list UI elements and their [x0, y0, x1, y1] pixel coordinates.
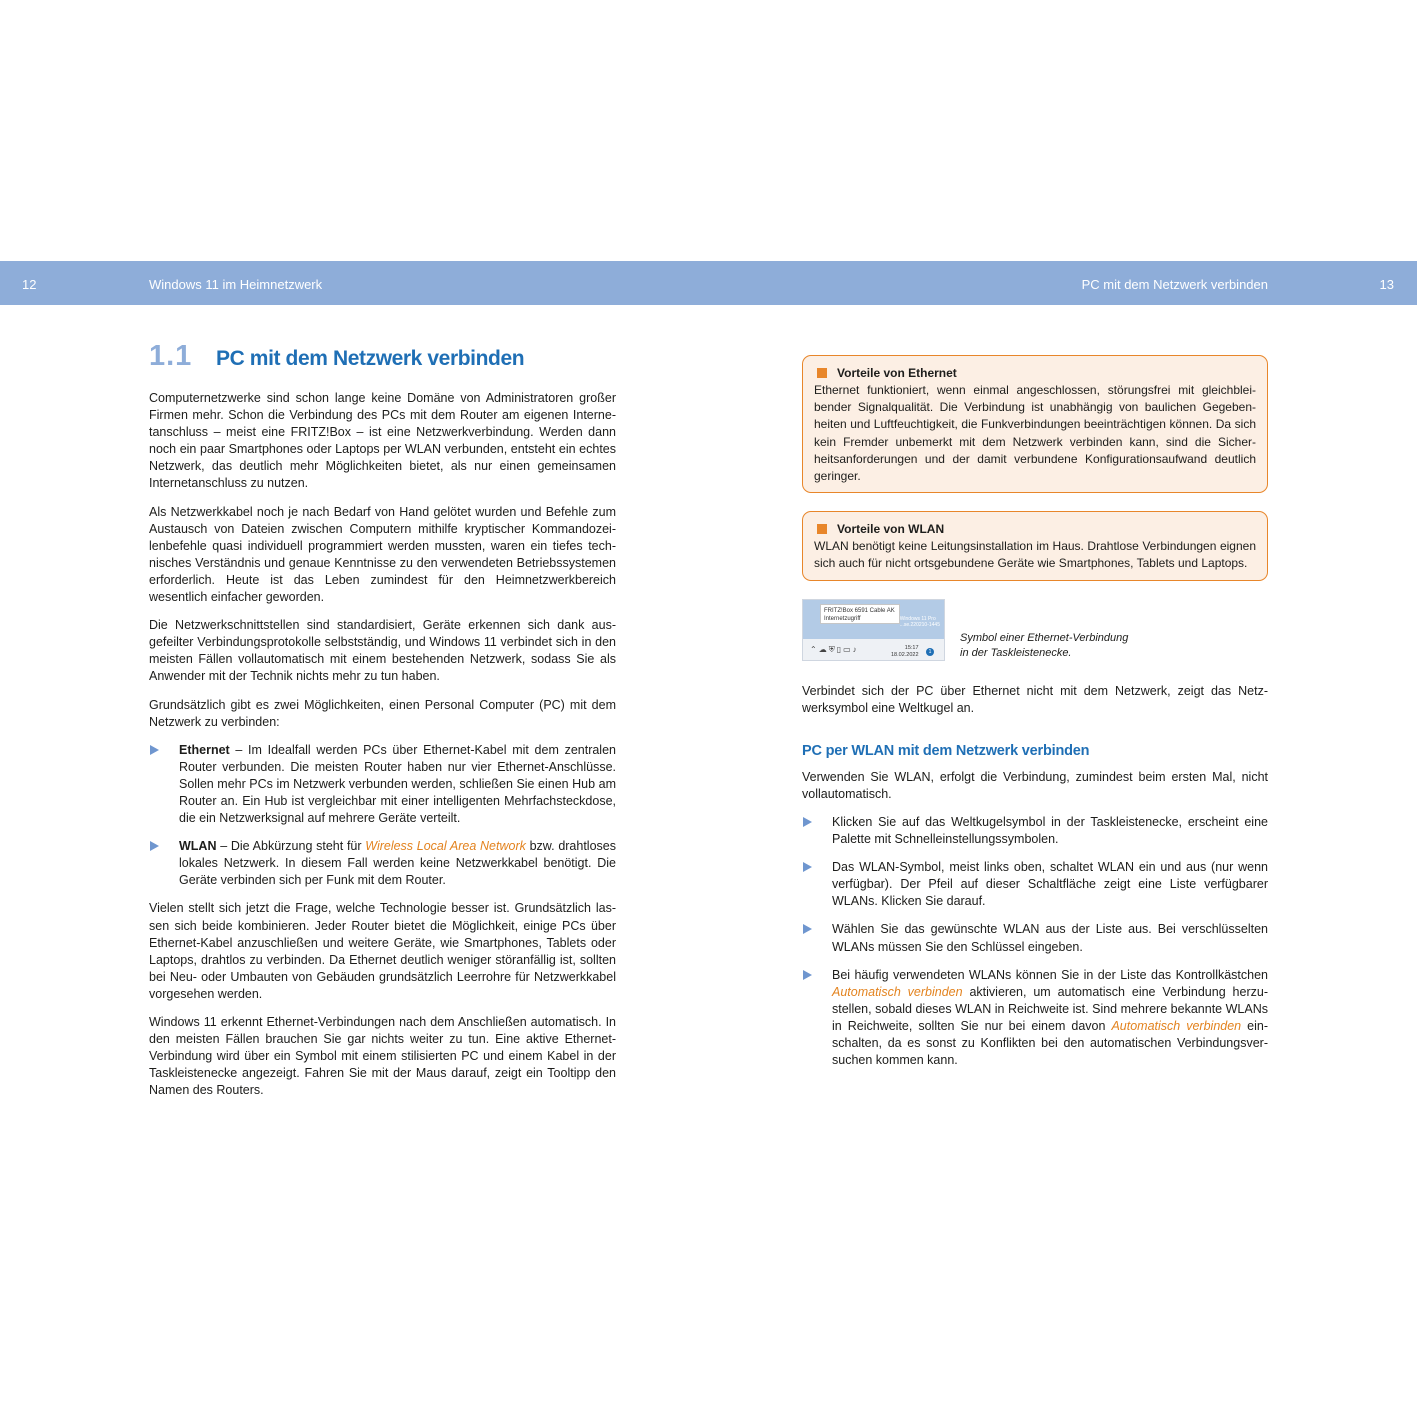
left-running-title: Windows 11 im Heimnetzwerk	[149, 277, 323, 292]
triangle-bullet-icon	[150, 841, 159, 851]
box-text: WLAN benötigt keine Leitungsinstallation im Haus. Drahtlose Verbindungen eignen sich auch für nicht ortsgebundene Geräte wie Smartphones, Tablets und Laptops.	[814, 539, 1256, 571]
right-page-column	[802, 355, 1268, 1080]
usb-icon: ▯	[836, 644, 844, 654]
triangle-bullet-icon	[803, 862, 812, 872]
notification-icon: 1	[926, 648, 934, 656]
paragraph: Computernetzwerke sind schon lange keine Domäne von Administratoren großer Firmen mehr. Schon die Verbindung des PCs mit dem Router am eigenen Internetanschluss – meist eine FRITZ!Box – ist eine Netzwerkverbindung. Werden dann noch ein paar Smartphones oder Laptops per WLAN verbunden, entsteht ein echtes Netzwerk, das deutlich mehr Möglichkeiten bietet, als nur einen gemeinsamen Internetanschluss zu nutzen.	[149, 391, 616, 491]
bullet-list	[149, 742, 616, 890]
triangle-bullet-icon	[150, 745, 159, 755]
step-list	[802, 814, 1268, 1069]
info-box-wlan	[802, 511, 1268, 580]
speaker-icon: ♪	[852, 644, 859, 654]
paragraph: Die Netzwerkschnittstellen sind standardisiert, Geräte erkennen sich dank ausgefeilter Verbindungsprotokolle selbstständig, und Windows 11 verbindet sich in den meisten Fällen vollautomatisch mit einem bestehenden Netzwerk, sodass Sie als Anwender mit der Technik nichts mehr zu tun haben.	[149, 618, 616, 684]
square-bullet-icon	[817, 368, 827, 378]
box-title: Vorteile von WLAN	[837, 522, 945, 537]
highlight-term: Automatisch verbinden	[832, 984, 963, 999]
watermark-text: Windows 11 Pro ...se.220210-1445	[899, 615, 940, 628]
list-item-text: – Die Abkürzung steht für	[216, 839, 366, 854]
running-header	[0, 261, 1417, 305]
paragraph: Als Netzwerkkabel noch je nach Bedarf von Hand gelötet wurden und Befehle zum Austausch von Dateien zwischen Computern mithilfe kryptischer Kommandozeilenbefehle quasi individuell programmiert werden mussten, waren ein tiefes technisches Verständnis und genaue Kenntnisse zu den verwendeten Betriebssystemen erforderlich. Heute ist das Leben zumindest für den Heimnetzwerkbereich wesentlich einfacher geworden.	[149, 504, 616, 605]
figure-caption: Symbol einer Ethernet-Verbindung in der Taskleistenecke.	[960, 631, 1129, 659]
right-page-number: 13	[1379, 277, 1394, 292]
box-title: Vorteile von Ethernet	[837, 366, 957, 380]
list-item-text: – Im Idealfall werden PCs über Ethernet-Kabel mit dem zentralen Router verbunden. Die meisten Router haben nur vier Ethernet-Anschlüsse. Sollen mehr PCs im Netzwerk verbunden werden, schließen Sie einen Hub am Router an. Ein Hub ist vergleichbar mit einer intelligenten Mehrfachsteckdose, die ein Netzwerksignal auf mehrere Geräte verteilt.	[179, 742, 616, 826]
figure	[802, 599, 1268, 661]
chapter-number: 1.1	[149, 340, 193, 372]
list-item: Das WLAN-Symbol, meist links oben, schaltet WLAN ein und aus (nur wenn verfügbar). Der Pfeil auf dieser Schaltfläche zeigt eine Liste verfügbarer WLANs. Klicken Sie darauf.	[802, 859, 1268, 910]
chapter-title: PC mit dem Netzwerk verbinden	[216, 347, 525, 370]
triangle-bullet-icon	[803, 970, 812, 980]
box-text: Ethernet funktioniert, wenn einmal angeschlossen, störungsfrei mit gleichbleibender Signalqualität. Die Verbindung ist unabhängig von baulichen Gegebenheiten und Luftfeuchtigkeit, die Funkverbindungen beeinträchtigen können. Da sich kein Fremder unbemerkt mit dem Netzwerk verbinden kann, sind die Sicherheitsanforderungen und der damit verbundene Konfigurationsaufwand deutlich geringer.	[814, 383, 1256, 484]
paragraph: Vielen stellt sich jetzt die Frage, welche Technologie besser ist. Grundsätzlich lassen sich beide kombinieren. Jeder Router bietet die Möglichkeit, einige PCs über Ethernet-Kabel anzuschließen und weitere Geräte, wie Smartphones, Tablets oder Laptops, drahtlos zu verbinden. Da Ethernet deutlich weniger störanfällig ist, sollten bei Neu- oder Umbauten von Gebäuden grundsätzlich Leerrohre für Netzwerkkabel vorgesehen werden.	[149, 901, 616, 1001]
square-bullet-icon	[817, 524, 827, 534]
shield-icon: ⛨	[828, 644, 837, 654]
cloud-icon: ☁	[818, 644, 829, 654]
paragraph: Verwenden Sie WLAN, erfolgt die Verbindung, zumindest beim ersten Mal, nicht vollautomatisch.	[802, 769, 1268, 801]
paragraph: Windows 11 erkennt Ethernet-Verbindungen nach dem Anschließen automatisch. In den meisten Fällen brauchen Sie gar nichts weiter zu tun. Eine aktive Ethernet-Verbindung wird über ein Symbol mit einem stilisierten PC und einem Kabel in der Taskleistenecke angezeigt. Fahren Sie mit der Maus darauf, zeigt ein Tooltipp den Namen des Routers.	[149, 1015, 616, 1098]
router-tooltip: FRITZ!Box 6591 Cable AK Internetzugriff	[820, 604, 900, 624]
list-item: Bei häufig verwendeten WLANs können Sie in der Liste das Kontrollkästchen Automatisch verbinden aktivieren, um automatisch eine Verbindung herzustellen, sobald dieses WLAN in Reichweite ist. Sind mehrere bekannte WLANs in Reichweite, sollten Sie nur bei einem davon Automatisch verbinden einschalten, da es sonst zu Konflikten bei den automatischen Verbindungsversuchen kommen kann.	[802, 967, 1268, 1070]
info-box-ethernet	[802, 355, 1268, 493]
left-page-column	[149, 340, 616, 1110]
term-wlan: WLAN	[179, 839, 217, 854]
list-item	[149, 742, 616, 827]
ethernet-icon: ▭	[843, 644, 853, 654]
taskbar-screenshot	[802, 599, 945, 661]
list-item: Wählen Sie das gewünschte WLAN aus der Liste aus. Bei verschlüsselten WLANs müssen Sie den Schlüssel eingeben.	[802, 921, 1268, 955]
tray-clock: 15:17 18.02.2022	[891, 644, 919, 658]
highlight-term: Automatisch verbinden	[1111, 1018, 1242, 1033]
left-page-number: 12	[22, 277, 37, 292]
highlight-term: Wireless Local Area Network	[365, 839, 526, 854]
list-item: Klicken Sie auf das Weltkugelsymbol in der Taskleistenecke, erscheint eine Palette mit Schnelleinstellungssymbolen.	[802, 814, 1268, 848]
tray-icons	[810, 645, 859, 655]
section-subheading: PC per WLAN mit dem Netzwerk verbinden	[802, 742, 1090, 759]
list-item-text: bzw. drahtloses lokales Netzwerk. In diesem Fall werden keine Netzwerkkabel benötigt. Die Geräte verbinden sich per Funk mit dem Router.	[179, 839, 616, 888]
paragraph: Grundsätzlich gibt es zwei Möglichkeiten, einen Personal Computer (PC) mit dem Netzwerk zu verbinden:	[149, 697, 616, 729]
right-running-title: PC mit dem Netzwerk verbinden	[1081, 277, 1268, 292]
chapter-heading	[149, 340, 616, 380]
term-ethernet: Ethernet	[179, 742, 230, 757]
triangle-bullet-icon	[803, 817, 812, 827]
paragraph: Verbindet sich der PC über Ethernet nicht mit dem Netzwerk, zeigt das Netzwerksymbol eine Weltkugel an.	[802, 683, 1268, 715]
list-item	[149, 838, 616, 889]
chevron-up-icon: ⌃	[810, 644, 819, 654]
triangle-bullet-icon	[803, 924, 812, 934]
